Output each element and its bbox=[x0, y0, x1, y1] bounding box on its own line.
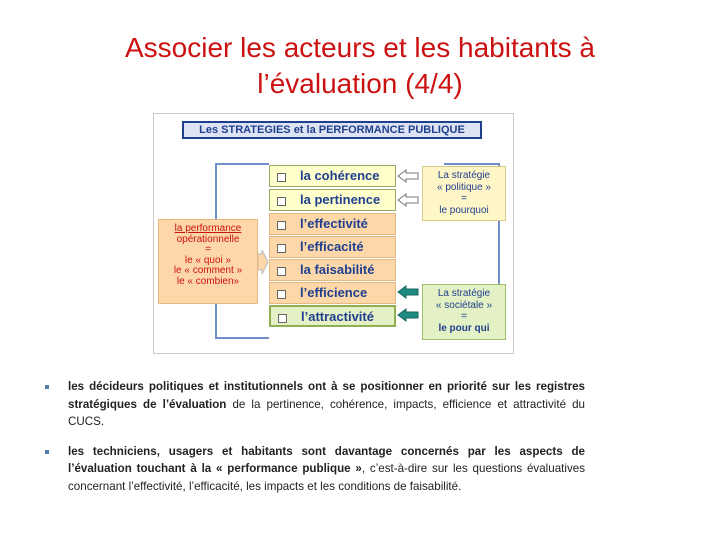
slide-title bbox=[0, 30, 720, 102]
bullet-list bbox=[45, 378, 585, 507]
bullet-text: , c’est-à-dire sur les questions évaluatives concernant l’effectivité, l’efficacité, les impacts et les conditions de faisabilité. bbox=[68, 462, 585, 493]
politique-line-3: = bbox=[461, 193, 467, 204]
criterion-effectivite bbox=[269, 213, 396, 235]
politique-line-2: « politique » bbox=[437, 181, 491, 193]
performance-line-4: le « quoi » bbox=[184, 254, 232, 266]
bullet-bold-text: les décideurs politiques et institutionnels ont à se positionner en priorité sur les registres stratégiques de l’évaluation bbox=[68, 380, 585, 411]
bullet-item-decideurs bbox=[45, 378, 585, 431]
bullet-icon bbox=[45, 450, 49, 454]
arrow-icon-attractivite bbox=[398, 309, 418, 321]
criterion-efficience bbox=[269, 282, 396, 304]
performance-line-1: la performance bbox=[174, 223, 242, 234]
performance-line-3: = bbox=[205, 244, 211, 256]
checkbox-icon bbox=[278, 314, 287, 323]
criterion-label: la faisabilité bbox=[300, 262, 375, 277]
checkbox-icon bbox=[277, 244, 286, 253]
criterion-faisabilite bbox=[269, 259, 396, 281]
politique-line-4: le pourquoi bbox=[439, 204, 489, 216]
bullet-item-techniciens bbox=[45, 443, 585, 496]
criterion-label: la cohérence bbox=[300, 168, 380, 183]
arrow-icon-pertinence bbox=[398, 194, 418, 206]
arrow-icon-performance bbox=[258, 250, 268, 274]
criterion-label: la pertinence bbox=[300, 192, 381, 207]
criterion-label: l’attractivité bbox=[301, 309, 374, 324]
criterion-coherence bbox=[269, 165, 396, 187]
performance-line-5: le « comment » bbox=[173, 265, 243, 277]
criterion-label: l’effectivité bbox=[300, 216, 368, 231]
criterion-label: l’efficacité bbox=[300, 239, 364, 254]
performance-line-6: le « combien» bbox=[176, 275, 240, 287]
criterion-efficacite bbox=[269, 236, 396, 258]
societale-line-1: La stratégie bbox=[437, 288, 491, 299]
societale-line-3: = bbox=[461, 311, 467, 322]
checkbox-icon bbox=[277, 267, 286, 276]
strategy-diagram bbox=[153, 113, 514, 354]
diagram-header: Les STRATEGIES et la PERFORMANCE PUBLIQUE bbox=[182, 121, 482, 139]
slide-title-line-2: l’évaluation (4/4) bbox=[257, 68, 463, 99]
checkbox-icon bbox=[277, 197, 286, 206]
societale-line-4: le pour qui bbox=[438, 322, 490, 334]
performance-box bbox=[158, 219, 258, 304]
criterion-label: l’efficience bbox=[300, 285, 368, 300]
bullet-icon bbox=[45, 385, 49, 389]
checkbox-icon bbox=[277, 173, 286, 182]
checkbox-icon bbox=[277, 221, 286, 230]
bullet-bold-text: les techniciens, usagers et habitants sont davantage concernés par les aspects de l’évaluation touchant à la « performance publique » bbox=[68, 444, 585, 475]
politique-line-1: La stratégie bbox=[437, 170, 491, 181]
slide-title-line-1: Associer les acteurs et les habitants à bbox=[124, 32, 595, 63]
checkbox-icon bbox=[277, 290, 286, 299]
performance-line-2: opérationnelle bbox=[176, 233, 240, 245]
strategy-politique-box bbox=[422, 166, 506, 221]
criterion-attractivite bbox=[269, 305, 396, 327]
arrow-icon-coherence bbox=[398, 170, 418, 182]
societale-line-2: « sociétale » bbox=[435, 299, 493, 311]
bullet-text: de la pertinence, cohérence, impacts, efficience et attractivité du CUCS. bbox=[68, 397, 585, 428]
criterion-pertinence bbox=[269, 189, 396, 211]
strategy-societale-box bbox=[422, 284, 506, 340]
arrow-icon-efficience bbox=[398, 286, 418, 298]
